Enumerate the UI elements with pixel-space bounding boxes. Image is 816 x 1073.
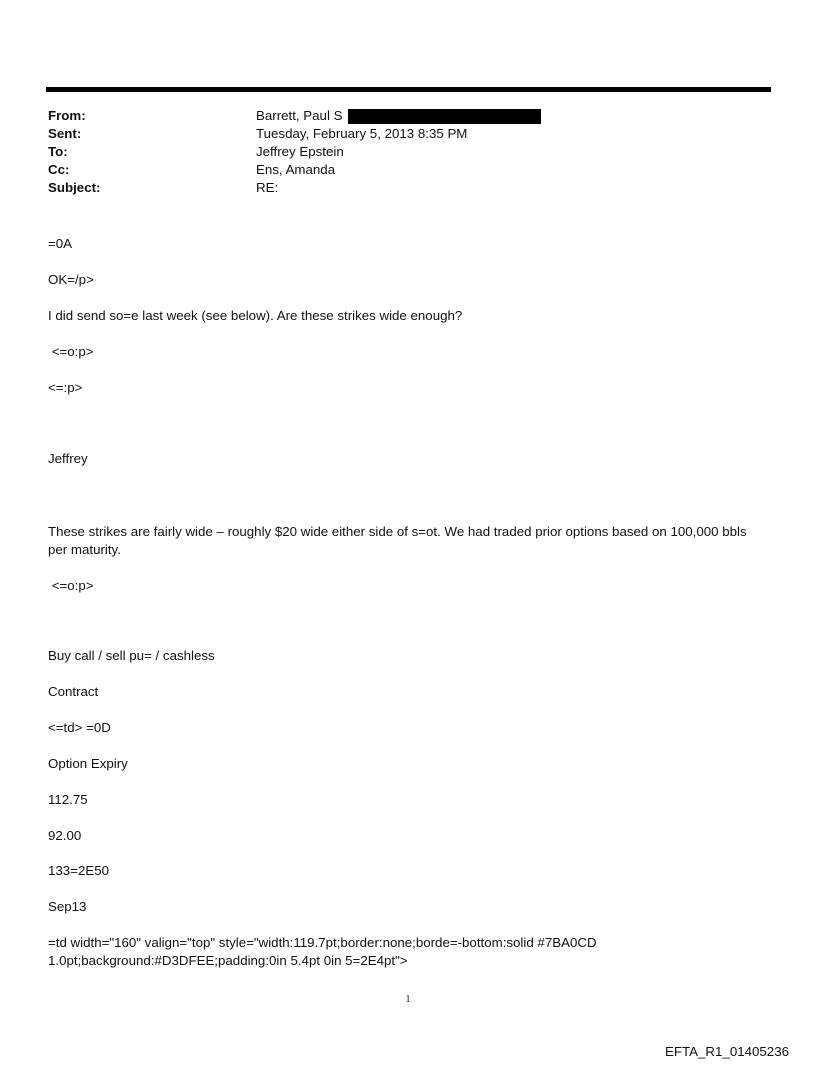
body-line-12: Option Expiry	[48, 756, 128, 771]
body-line-5: <=:p>	[48, 380, 83, 395]
body-line-4: <=o:p>	[48, 344, 94, 359]
sent-value: Tuesday, February 5, 2013 8:35 PM	[256, 126, 468, 141]
body-line-2: OK=/p>	[48, 272, 94, 287]
page-number: 1	[405, 994, 411, 1005]
body-line-13: 112.75	[48, 792, 88, 807]
body-line-3: I did send so=e last week (see below). Are these strikes wide enough?	[48, 308, 463, 323]
redaction-bar	[348, 109, 541, 124]
cc-label: Cc:	[48, 162, 70, 177]
subject-value: RE:	[256, 180, 279, 195]
body-line-7: These strikes are fairly wide – roughly $20 wide either side of s=ot. We had traded prior options based on 100,000 bbls per maturity.	[48, 524, 751, 557]
cc-value: Ens, Amanda	[256, 162, 336, 177]
body-line-16: Sep13	[48, 899, 87, 914]
from-row	[48, 107, 768, 125]
header-divider	[46, 87, 771, 92]
body-line-9: Buy call / sell pu= / cashless	[48, 648, 215, 663]
to-value: Jeffrey Epstein	[256, 144, 344, 159]
body-line-1: =0A	[48, 236, 73, 251]
cc-row	[48, 161, 768, 179]
from-value: Barrett, Paul S	[256, 108, 343, 123]
email-header	[48, 107, 768, 197]
body-line-14: 92.00	[48, 828, 82, 843]
body-line-17: =td width="160" valign="top" style="width:119.7pt;border:none;borde=-bottom:solid #7BA0CD 1.0pt;background:#D3DFEE;padding:0in 5.4pt 0in 5=2E4pt">	[48, 935, 601, 968]
to-row	[48, 143, 768, 161]
subject-row	[48, 179, 768, 197]
to-label: To:	[48, 144, 68, 159]
body-line-11: <=td> =0D	[48, 720, 111, 735]
subject-label: Subject:	[48, 180, 101, 195]
sent-row	[48, 125, 768, 143]
from-value-container	[256, 107, 541, 125]
document-id: EFTA_R1_01405236	[665, 1044, 789, 1059]
body-line-6: Jeffrey	[48, 451, 88, 466]
body-line-15: 133=2E50	[48, 863, 110, 878]
body-line-10: Contract	[48, 684, 99, 699]
from-label: From:	[48, 108, 86, 123]
sent-label: Sent:	[48, 126, 82, 141]
body-line-8: <=o:p>	[48, 578, 94, 593]
